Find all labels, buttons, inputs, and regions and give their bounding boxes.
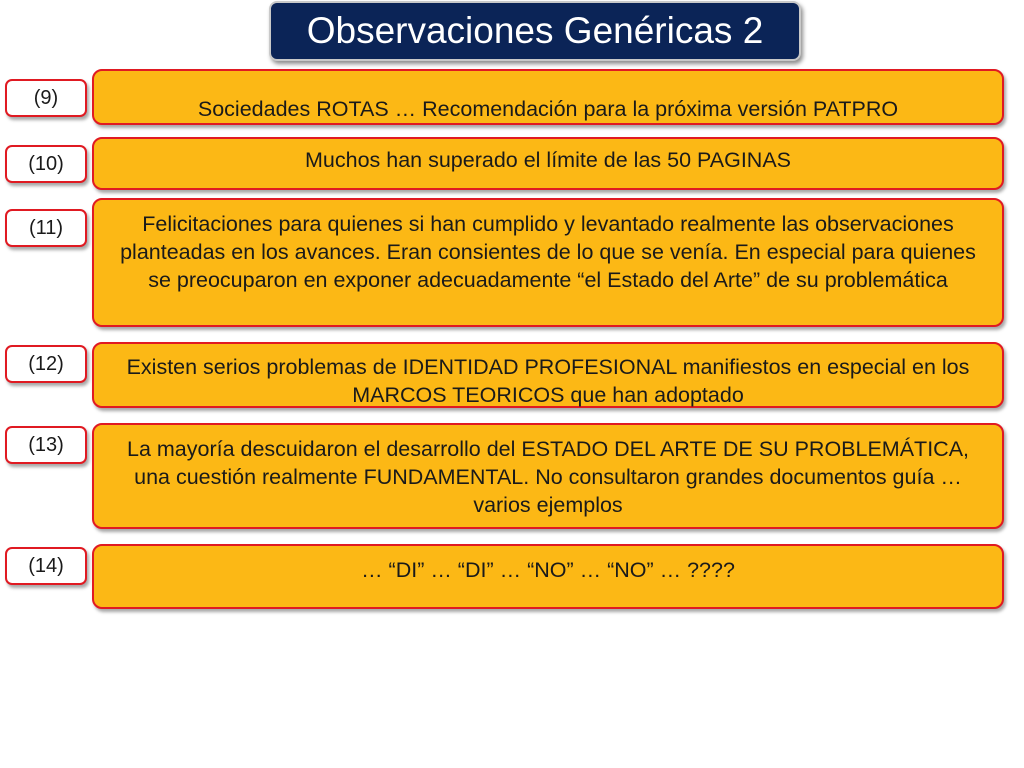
observation-text-14: … “DI” … “DI” … “NO” … “NO” … ????: [361, 558, 735, 582]
observation-box-14: [92, 544, 1004, 609]
observation-number-13: (13): [5, 426, 87, 464]
observation-text-10: Muchos han superado el límite de las 50 PAGINAS: [305, 148, 791, 172]
observation-box-9: [92, 69, 1004, 125]
observation-text-13: La mayoría descuidaron el desarrollo del ESTADO DEL ARTE DE SU PROBLEMÁTICA, una cuestión realmente FUNDAMENTAL. No consultaron grandes documentos guía … varios ejemplos: [126, 437, 970, 517]
observation-box-11: [92, 198, 1004, 327]
slide-title: Observaciones Genéricas 2: [269, 1, 801, 61]
observation-text-12: Existen serios problemas de IDENTIDAD PROFESIONAL manifiestos en especial en los MARCOS TEORICOS que han adoptado: [126, 355, 970, 407]
observation-text-9: Sociedades ROTAS … Recomendación para la próxima versión PATPRO: [197, 97, 899, 121]
observation-number-14: (14): [5, 547, 87, 585]
observation-box-10: [92, 137, 1004, 190]
observation-box-13: [92, 423, 1004, 529]
observation-number-9: (9): [5, 79, 87, 117]
observation-number-11: (11): [5, 209, 87, 247]
observation-box-12: [92, 342, 1004, 408]
observation-text-11: Felicitaciones para quienes si han cumplido y levantado realmente las observaciones planteadas en los avances. Eran consientes de lo que se venía. En especial para quienes se preocuparon en exponer adecuadamente “el Estado del Arte” de su problemática: [120, 212, 976, 292]
observation-number-12: (12): [5, 345, 87, 383]
observation-number-10: (10): [5, 145, 87, 183]
